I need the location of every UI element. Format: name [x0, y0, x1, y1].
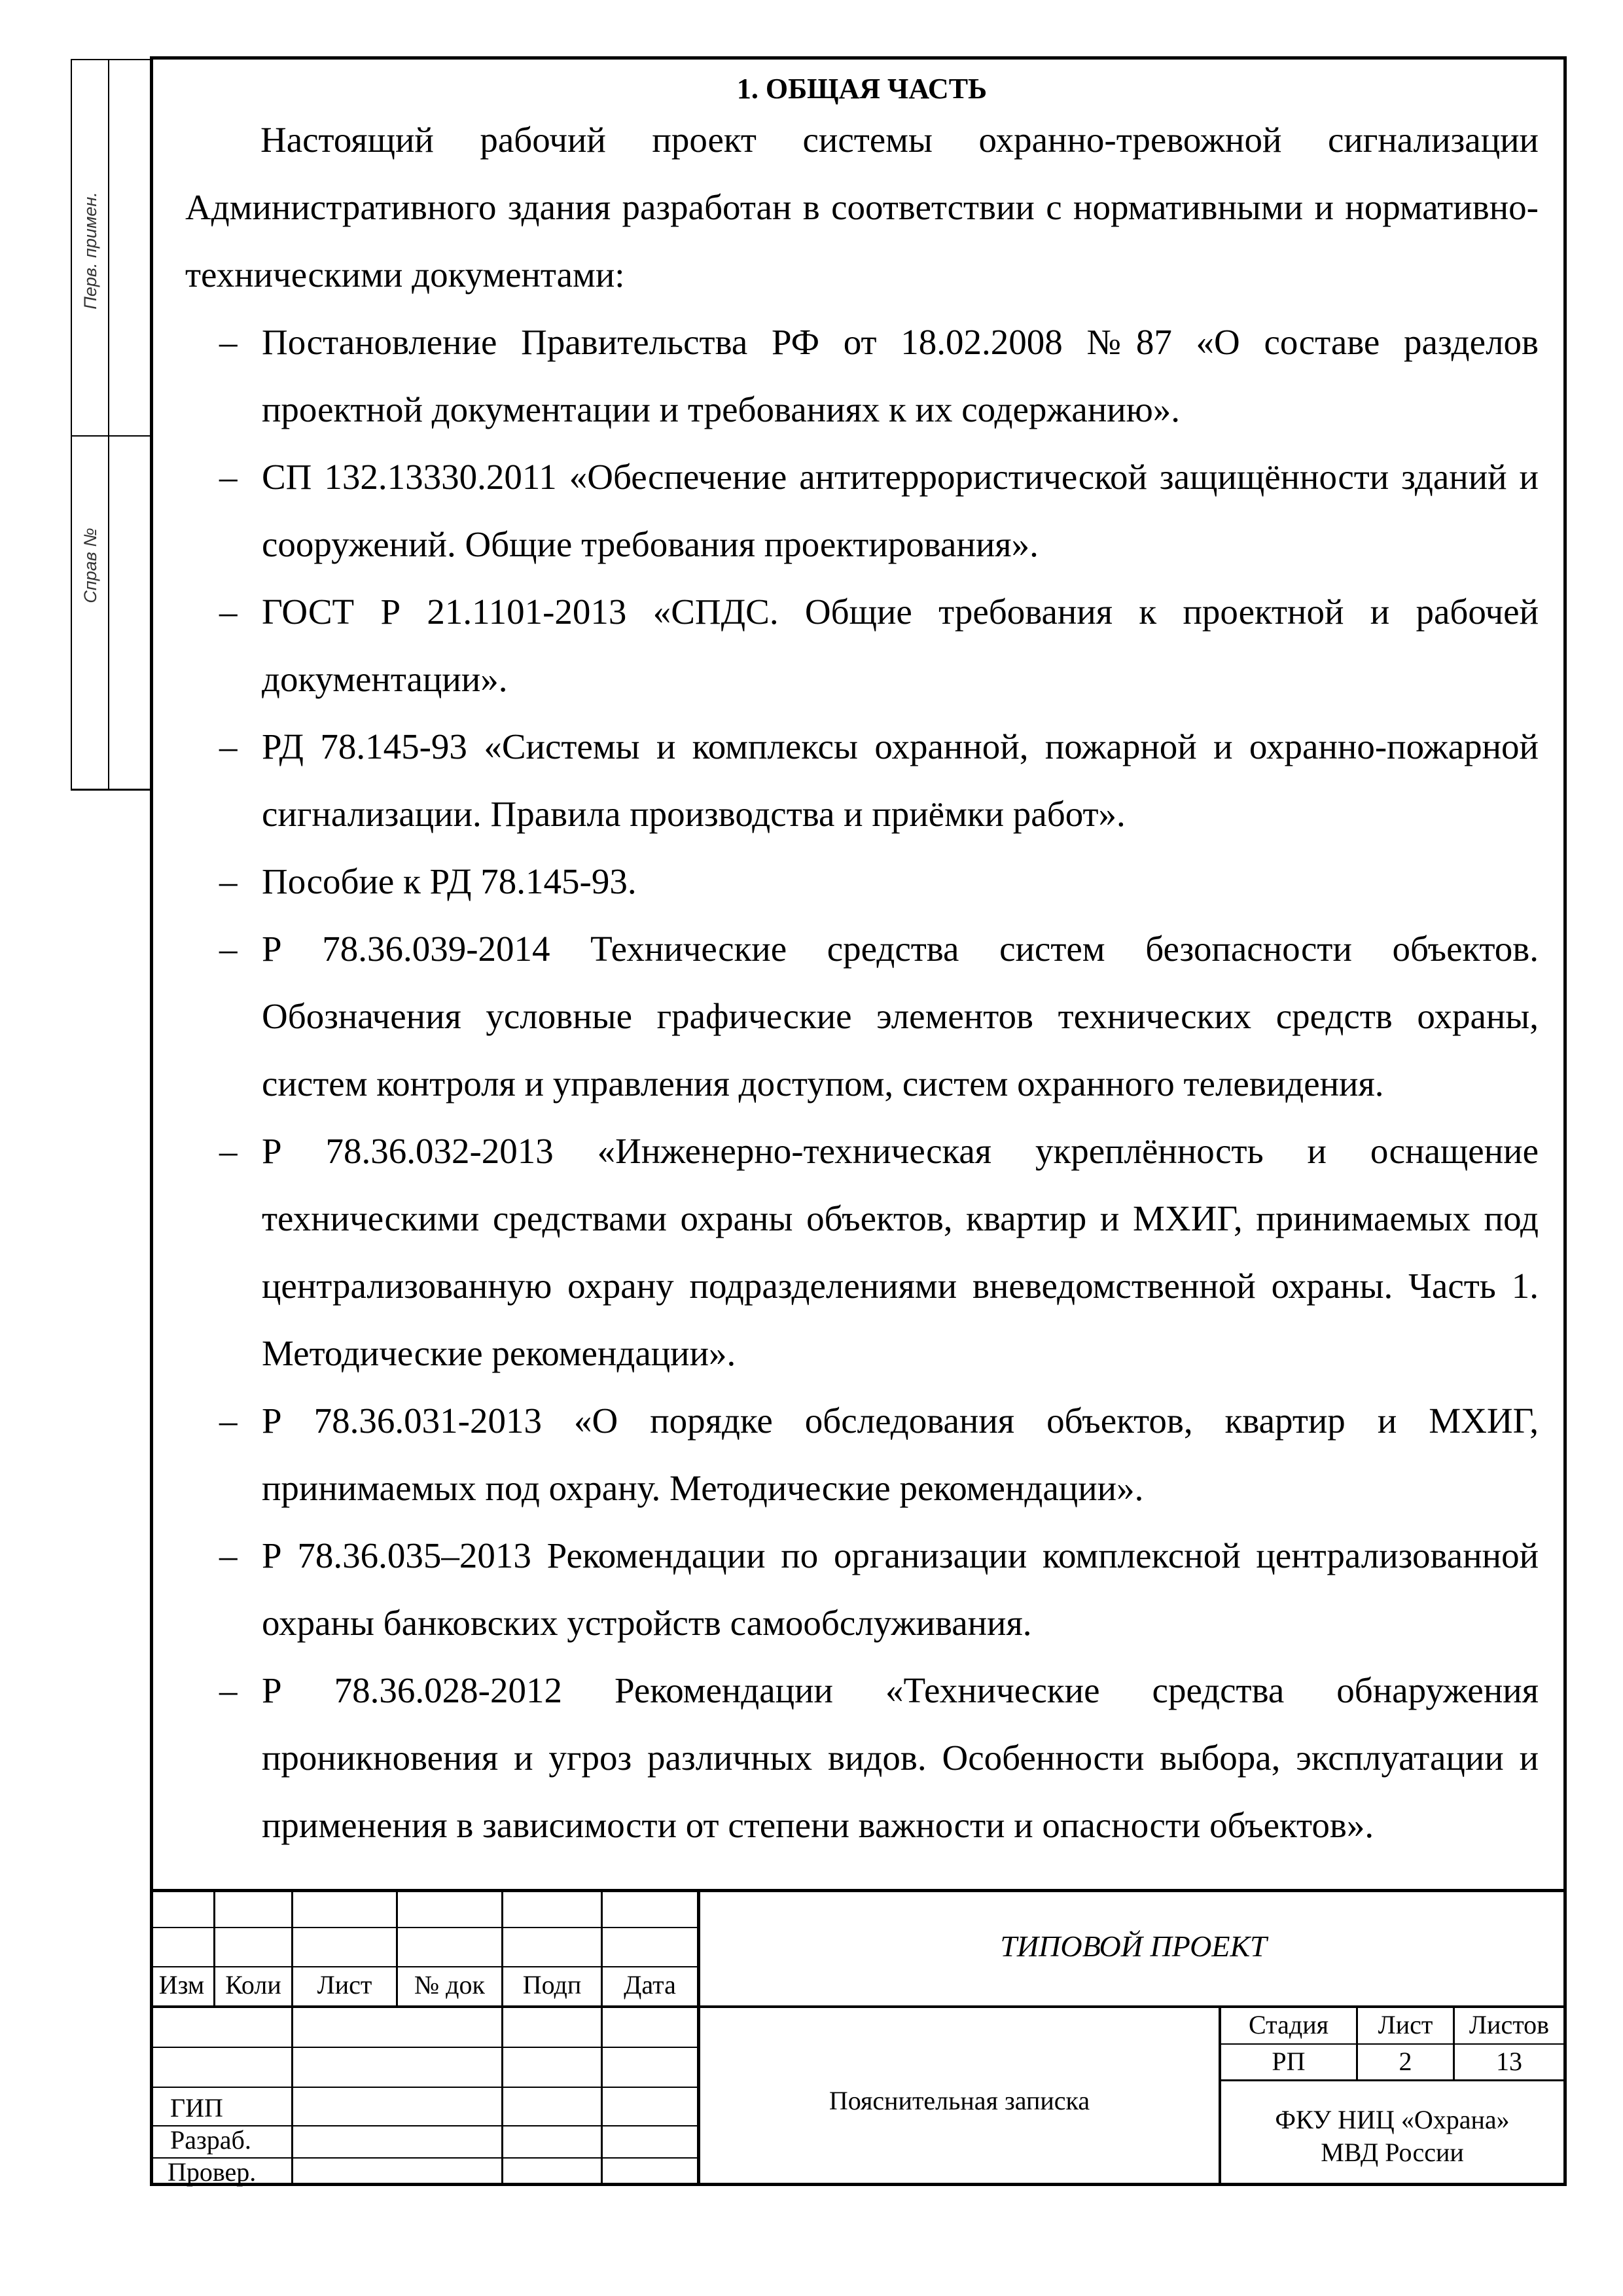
tb-top-border: [150, 1889, 1567, 1892]
list-item-text: Р 78.36.035–2013 Рекомендации по организации комплексной централизованной охраны банковских устройств самообслуживания.: [262, 1535, 1539, 1643]
role-chief-engineer: ГИП: [170, 2093, 223, 2123]
organization-line-1: ФКУ НИЦ «Охрана»: [1275, 2105, 1510, 2134]
intro-paragraph: Настоящий рабочий проект системы охранно-тревожной сигнализации Административного здания разработан в соответствии с нормативными и нормативно-техническими документами:: [185, 120, 1539, 295]
col-doc-no: № док: [414, 1970, 485, 2000]
stage-label: Стадия: [1248, 2010, 1329, 2039]
list-item-text: Р 78.36.031-2013 «О порядке обследования объектов, квартир и МХИГ, принимаемых под охрану. Методические рекомендации».: [262, 1401, 1539, 1508]
list-item: [185, 1522, 1539, 1657]
list-item: [185, 848, 1539, 915]
frame-top: [150, 56, 1567, 60]
role-checker: Провер.: [168, 2157, 257, 2187]
reference-list: [185, 308, 1539, 1859]
list-item-text: Пособие к РД 78.145-93.: [262, 861, 637, 901]
col-sign: Подп: [522, 1970, 582, 2000]
list-item: [185, 1387, 1539, 1522]
role-developer: Разраб.: [170, 2125, 251, 2155]
bullet-dash: –: [219, 861, 238, 901]
side-strip-outer: [71, 59, 72, 789]
bullet-dash: –: [219, 1401, 238, 1441]
bullet-dash: –: [219, 457, 238, 497]
col-qty: Коли: [225, 1970, 281, 2000]
organization-line-2: МВД России: [1321, 2138, 1464, 2167]
list-item: [185, 308, 1539, 443]
frame-right: [1563, 56, 1567, 2186]
side-label-reference-no: Справ №: [80, 528, 100, 603]
list-item-text: Р 78.36.028-2012 Рекомендации «Технические средства обнаружения проникновения и угроз различных видов. Особенности выбора, эксплуатации и применения в зависимости от степени важности и опасности объектов».: [262, 1670, 1539, 1845]
section-title: 1. ОБЩАЯ ЧАСТЬ: [736, 73, 988, 105]
tb-hline: [150, 2087, 700, 2088]
tb-header-separator: [150, 2005, 1567, 2008]
tb-hline: [150, 2047, 700, 2048]
side-strip-top: [71, 59, 150, 60]
list-item: [185, 1117, 1539, 1387]
list-item: [185, 1657, 1539, 1859]
list-item-text: СП 132.13330.2011 «Обеспечение антитеррористической защищённости зданий и сооружений. Общие требования проектирования».: [262, 457, 1539, 564]
bullet-dash: –: [219, 322, 238, 362]
bullet-dash: –: [219, 1670, 238, 1710]
bullet-dash: –: [219, 726, 238, 766]
col-change: Изм: [158, 1970, 205, 2000]
frame-left: [150, 56, 153, 2186]
sheet-value: 2: [1399, 2047, 1412, 2076]
list-item: [185, 713, 1539, 848]
sheets-label: Листов: [1469, 2010, 1550, 2039]
stage-value: РП: [1272, 2047, 1306, 2076]
sheet-label: Лист: [1378, 2010, 1433, 2039]
side-strip-middle: [71, 435, 150, 437]
list-item-text: ГОСТ Р 21.1101-2013 «СПДС. Общие требования к проектной и рабочей документации».: [262, 592, 1539, 699]
side-strip-bottom: [71, 789, 150, 791]
tb-hline: [1219, 2043, 1567, 2045]
bullet-dash: –: [219, 1535, 238, 1575]
document-name: Пояснительная записка: [829, 2086, 1090, 2115]
list-item-text: Р 78.36.032-2013 «Инженерно-техническая укреплённость и оснащение техническими средствами охраны объектов, квартир и МХИГ, принимаемых под централизованную охрану подразделениями вневедомственной охраны. Часть 1. Методические рекомендации».: [262, 1131, 1539, 1373]
list-item: [185, 915, 1539, 1117]
tb-hline: [1219, 2079, 1567, 2081]
tb-vline: [291, 1889, 293, 2186]
tb-hline: [150, 1966, 700, 1967]
main-content: [185, 72, 1539, 1859]
col-date: Дата: [624, 1970, 676, 2000]
tb-vline: [501, 1889, 503, 2186]
side-strip-divider: [108, 59, 109, 789]
tb-vline: [601, 1889, 603, 2186]
bullet-dash: –: [219, 592, 238, 632]
list-item-text: Р 78.36.039-2014 Технические средства систем безопасности объектов. Обозначения условные графические элементов технических средств охраны, систем контроля и управления доступом, систем охранного телевидения.: [262, 929, 1539, 1103]
frame-bottom: [150, 2183, 1567, 2186]
tb-hline: [150, 1927, 700, 1928]
list-item-text: РД 78.145-93 «Системы и комплексы охранной, пожарной и охранно-пожарной сигнализации. Правила производства и приёмки работ».: [262, 726, 1539, 834]
bullet-dash: –: [219, 1131, 238, 1171]
project-type: ТИПОВОЙ ПРОЕКТ: [1000, 1929, 1267, 1963]
bullet-dash: –: [219, 929, 238, 969]
list-item-text: Постановление Правительства РФ от 18.02.2008 №87 «О составе разделов проектной документации и требованиях к их содержанию».: [262, 322, 1539, 429]
col-sheet: Лист: [317, 1970, 372, 2000]
list-item: [185, 578, 1539, 713]
side-label-first-use: Перв. примен.: [80, 192, 100, 310]
sheets-value: 13: [1496, 2047, 1522, 2076]
list-item: [185, 443, 1539, 578]
